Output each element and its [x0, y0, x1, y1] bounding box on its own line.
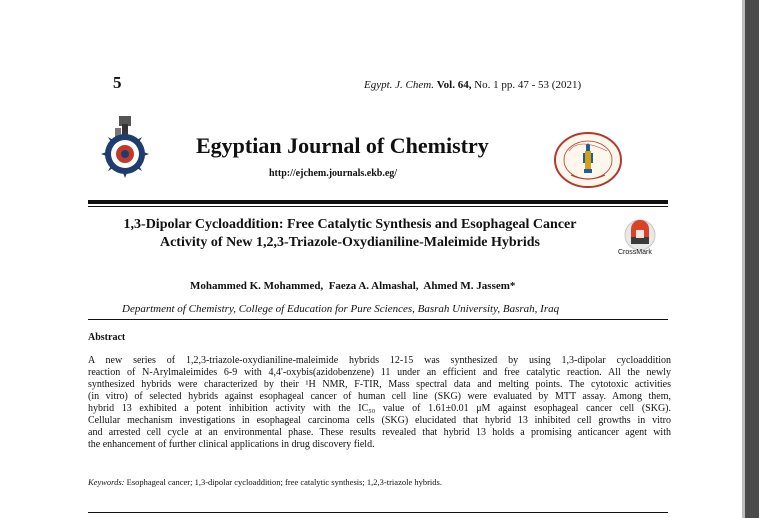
- article-title: [90, 216, 610, 252]
- abstract-line: the enhancement of further clinical applications in drug discovery field.: [88, 439, 375, 450]
- abstract-line: reaction of N-Arylmaleimides 6-9 with 4,4'-oxybis(azidobenzene) 11 under an efficient and free catalytic reaction. All the newly: [88, 367, 671, 378]
- egyptian-chemical-society-seal-icon: [553, 131, 623, 189]
- abstract-line: (in vitro) of selected hybrids against esophageal cancer of human cell line (SKG) were evaluated by MTT assay. Among them,: [88, 391, 671, 402]
- masthead-rule-thin: [88, 206, 668, 207]
- citation-journal: Egypt. J. Chem.: [364, 79, 434, 91]
- abstract-line: and arrested cell cycle at an environmental phase. These results revealed that hybrid 13 holds a promising anticancer agent with: [88, 427, 671, 438]
- crossmark-icon[interactable]: [624, 219, 656, 251]
- citation-pages: No. 1 pp. 47 - 53 (2021): [471, 79, 582, 91]
- section-rule: [88, 319, 668, 320]
- page-number: 5: [113, 73, 122, 92]
- abstract-line: hybrid 13 exhibited a potent inhibition activity with the IC₅₀ value of 1.61±0.01 μM against esophageal cancer cell (SKG).: [88, 403, 671, 414]
- abstract-line: A new series of 1,2,3-triazole-oxydianiline-maleimide hybrids 12-15 was synthesized by using 1,3-dipolar cycloaddition: [88, 355, 671, 366]
- footer-rule: [88, 512, 668, 513]
- article-title-line-1: 1,3-Dipolar Cycloaddition: Free Catalytic Synthesis and Esophageal Cancer: [123, 217, 577, 232]
- abstract-heading: Abstract: [88, 332, 126, 343]
- keywords: [88, 477, 442, 487]
- abstract-line: synthesized hybrids were characterized by their ¹H NMR, F-TIR, Mass spectral data and melting points. The cytotoxic activities: [88, 379, 671, 390]
- egyptian-journal-logo-icon: [97, 114, 153, 178]
- keywords-text: Esophageal cancer; 1,3-dipolar cycloaddition; free catalytic synthesis; 1,2,3-triazole hybrids.: [124, 477, 442, 487]
- viewer-scrollbar[interactable]: [745, 0, 759, 518]
- journal-url[interactable]: http://ejchem.journals.ekb.eg/: [269, 168, 398, 179]
- journal-name: Egyptian Journal of Chemistry: [196, 133, 489, 158]
- authors: Mohammed K. Mohammed, Faeza A. Almashal, Ahmed M. Jassem*: [190, 280, 516, 292]
- crossmark-label: CrossMark: [618, 249, 652, 256]
- affiliation: Department of Chemistry, College of Education for Pure Sciences, Basrah University, Basrah, Iraq: [122, 303, 560, 315]
- article-title-line-2: Activity of New 1,2,3-Triazole-Oxydianiline-Maleimide Hybrids: [159, 235, 541, 250]
- citation: [364, 79, 581, 91]
- keywords-label: Keywords:: [88, 477, 125, 487]
- masthead-rule-thick: [88, 200, 668, 204]
- citation-volume: Vol. 64,: [436, 79, 472, 91]
- abstract-line: Cellular mechanism investigations in esophageal carcinoma cells (SKG) elucidated that hybrid 13 inhibited cell growths in vitro: [88, 415, 671, 426]
- abstract-body: [88, 355, 671, 451]
